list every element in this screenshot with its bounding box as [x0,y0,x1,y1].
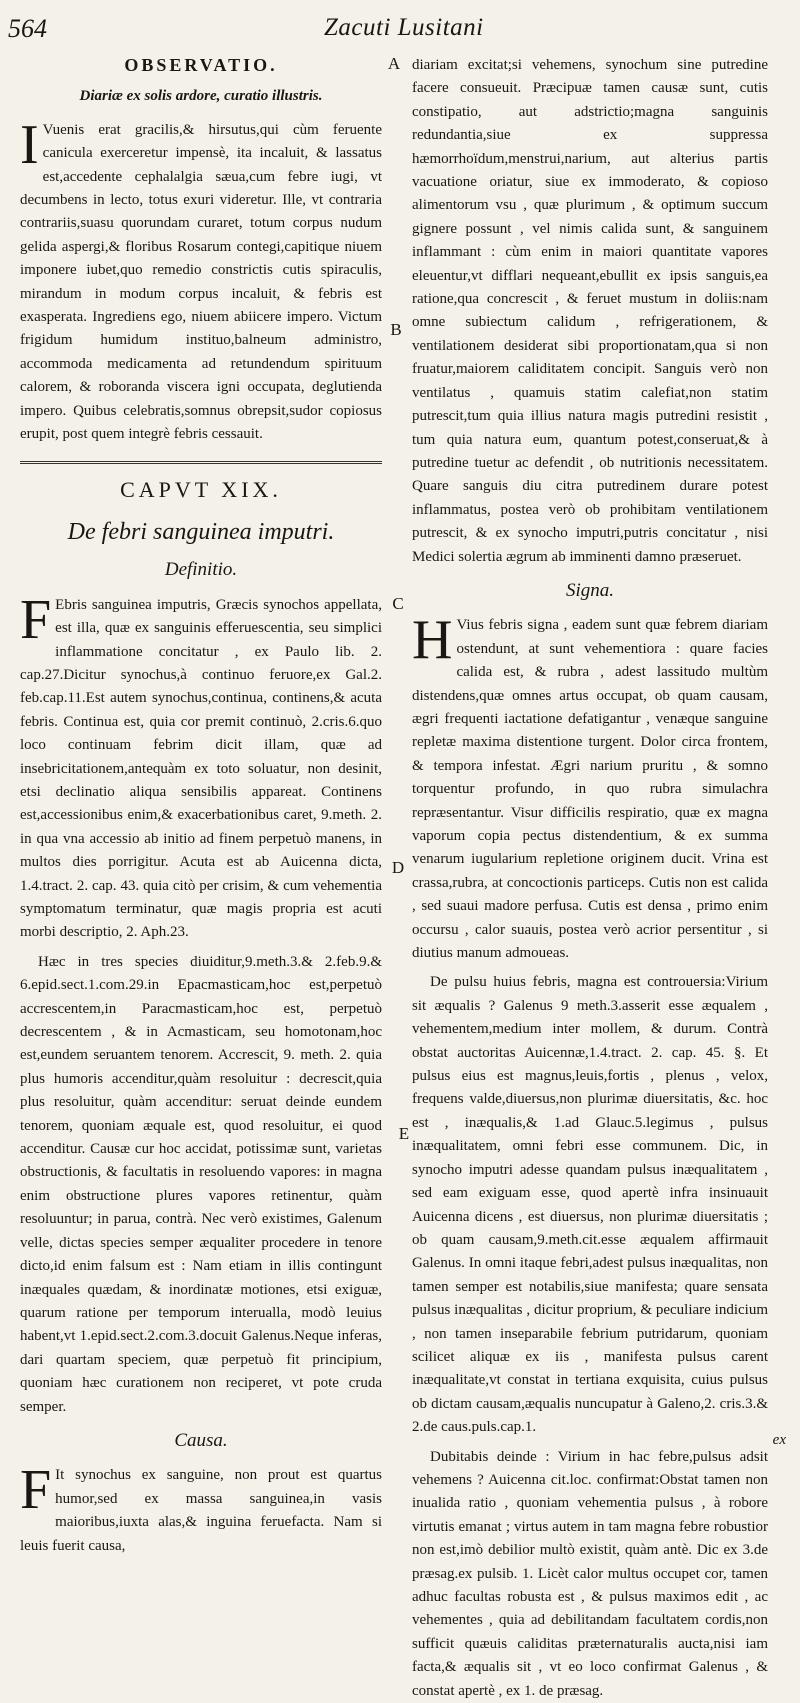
chapter-subtitle: De febri sanguinea imputri. [67,518,335,545]
catchword: ex [772,1432,786,1448]
definitio-paragraph-2: Hæc in tres species diuiditur,9.meth.3.& 2.feb.9.& 6.epid.sect.1.com.29.in Epacmasticam,hoc est,perpetuò accrescentem,in Paracmasticam,hoc est, perpetuò decrescentem , & in Acmasticam, seu homotonam,hoc est,eundem seruantem tenorem. Accrescit, 9. meth. 2. quia plus humoris accenditur,quàm resoluitur : decrescit,quia plus resoluitur, quàm accenditur: seruat deinde eundem tenorem, quoniam æquale est, quod resoluitur, ei quod accenditur. Causæ cur hoc accidat, potissimæ sunt, varietas obstructionis, & facultatis in resoluendo vapores: in magna enim obstructione plures vapores retinentur, quàm resoluuntur; in parua, contrà. Nec verò existimes, Galenum velle, dictas species semper æqualiter procedere in tenore dicto,id enim falsum est : Nam etiam in illis contingunt inæquales quædam, & inordinatæ motiones, etsi exiguæ, quarum ratione per temporum interualla, modò leuius habent,vt 1.epid.sect.2.com.3.docuit Galenus.Neque inferas, dari quartam speciem, quæ perpetuò fit principium, quoniam hæc curationem non reciperet, vt pote cruda semper. [20,953,382,1415]
observatio-text: IVuenis erat gracilis,& hirsutus,qui cùm feruente canicula exerceretur impensè, ita incaluit, & lassatus est,accedente cephalalgia sæua,cum febre iugi, vt decumbens in lecto, totus exuri videretur. Ille, vt contraria contrariis,suasu quorundam curaret, totum corpus nudum gelida aspergi,& floribus Rosarum contegi,capitique niuem imponere iubet,quo remedio constrictis cutis spiraculis, mirandum in modum corpus incaluit, & febris est exasperata. Ingrediens ego, niuem abiicere impero. Victum frigidum humidum instituo,balneum administro, accommoda medicamenta ad retundendum spirituum calorem, & roboranda viscera igni occupata, deglutienda impero. Quibus celebratis,somnus obrepsit,sudor copiosus erupit, post quem integrè febris cessauit. [20,113,382,443]
section-divider [20,461,382,464]
right-column [412,54,768,1699]
observatio-subtitle: Diariæ ex solis ardore, curatio illustris. [79,88,323,105]
left-column [20,54,382,1554]
causa-paragraph: FIt synochus ex sanguine, non prout est quartus humor,sed ex massa sanguinea,in vasis maioribus,iuxta alas,& inguina feruefacta. Nam si leuis fuerit causa, [20,1459,382,1554]
signa-heading: Signa. [565,579,615,601]
margin-letter-d: D [391,858,405,877]
observatio-title: OBSERVATIO. [124,55,278,75]
running-title: Zacuti Lusitani [324,14,484,41]
margin-letter-b: B [390,320,402,339]
signa-paragraph: HVius febris signa , eadem sunt quæ febrem diariam ostendunt, at sunt vehementiora : quare facies calida est, & rubra , adest lassitudo multùm distendens,quæ omnes artus occupat, ob quam causam, ægri frequenti iactatione defatigantur , venæque sanguine repletæ maxima distentione turgent. Dolor circa frontem, & tempora infestat. Ægri narium pruritu , & somno torquentur profundo, in quo rubra simulachra repræsentantur. Visur difficilis respiratio, quæ ex magna vaporum copia pectus distendentium, & ex summa venarum iugularium repletione originem ducit. Vrina est crassa,rubra, at concoctionis particeps. Cutis non est calida , sed suaui madore perfusa. Cutis est densa , primo enim occursu , calor suauis, postea verò acrior persentitur , si diutius manum admoueas. [412,609,768,962]
pulse-paragraph: De pulsu huius febris, magna est controuersia:Virium sit æqualis ? Galenus 9 meth.3.asserit esse æqualem , vehementem,medium inter mollem, & durum. Contrà obstat auctoritas Auicennæ,1.4.tract. 2. cap. 45. §. Et pulsus eius est magnus,leuis,fortis , plenus , velox, frequens valde,diuersus,non plurimæ diuersitatis, &c. hoc est , inæqualis,& 1.ad Glauc.5.legimus , pulsus inæqualitatem, omni febri esse communem. Dic, in synocho imputri adesse quandam pulsus inæqualitatem , sed eam exiguam esse, quod apertè infra insinuauit Auicenna dicens , est diuersus, non plurimæ diuersitatis ; ob quam causam,9.meth.cit.esse æqualem affirmauit Galenus. In omni itaque febri,adest pulsus inæqualitas, non tamen semper est notabilis,siue manifesta; quare sensata pulsus inæqualitas , dicitur proprium, & peculiare indicium , non tamen inseparabile febrium putridarum, quoniam scilicet aliquæ ex iis , manifesta pulsus carent inæqualitate,vt constat in tertiana exquisita, cuius pulsus ob dictam causam,æqualis nuncupatur à Galeno,2. cris.3.& 2.de caus.puls.cap.1. [412,974,768,1436]
definitio-heading: Definitio. [164,559,238,581]
definitio-paragraph-1: FEbris sanguinea imputris, Græcis synochos appellata, est illa, quæ ex sanguinis efferuescentia, seu simplici inflammatione concitatur , ex Paulo lib. 2. cap.27.Dicitur synochus,à continuo feruore,ex Gal.2. feb.cap.11.Est autem synochus,continua, continens,& acuta febris. Continua est, quia cor premit continuò, 2.cris.6.quo loco continuam febrim dicit illam, quæ ad insebricitationem,antequàm ex toto soluatur, non desinit, etsi declinatio aliqua sensibilis appareat. Continens est,accessionibus enim,& exacerbationibus caret, 9.meth. 2. in qua vna accessio ab initio ad finem perpetuò manens, in multos dies porrigitur. Acuta est ab Auicenna dicta, 1.4.tract. 2. cap. 43. quia citò per crisim, & cum vehementia symptomatum terminatur, quæ magis propria est acuti morbi descriptio, 2. Aph.23. [20,588,382,941]
chapter-title: CAPVT XIX. [120,476,282,502]
margin-letter-c: C [392,594,404,613]
page-number: 564 [8,14,47,43]
margin-letter-a: A [387,54,401,73]
causa-continuation: diariam excitat;si vehemens, synochum sine putredine facere consueuit. Præcipuæ tamen causæ sunt, cutis constipatio, aut adstrictio;magna sanguinis redundantia,siue ex suppressa hæmorrhoïdum,menstrui,narium, aut alterius partis vacuatione oriatur, siue ex immoderato, & copioso alimentorum vsu , quæ plurimum , & optimum succum gignere possunt , vel nimis calida sunt, & sanguinem inflammant : cùm enim in maiori quantitate vapores eleuentur,vt difflari nequeant,ebullit ex ipsis sanguis,ea ratione,qua concrescit , & feruet mustum in doliis:nam omne subiectum calidum , refrigerationem, & ventilationem desiderat sibi proportionatam,qua si non fruatur,maiorem caliditatem concipit. Sanguis verò non ventilatus , quamuis statim calefiat,non statim putrescit,tum quia illius natura magis putredini resistit , tum quia natura eum, quantum potest,conseruat,& à putredine tuetur ac defendit , ob nutritionis necessitatem. Quare sanguis diu citra putredinem durare potest inflammatus, postea verò ob prohibitam ventilationem putrescit, & ex synocho imputri,putris concitatur , nisi Medici solertia ægrum ab imminenti damno præseruet. [412,57,768,565]
running-head [8,14,770,48]
dubitabis-paragraph: Dubitabis deinde : Virium in hac febre,pulsus adsit vehemens ? Auicenna cit.loc. confirmat:Obstat tamen non inualida ratio , quoniam vehementia pulsus , à robore virtutis emanat ; virtus autem in tam magna febre robustior non est,imò debilior multò existit, quàm antè. Dic ex 3.de præsag.ex pulsib. 1. Licèt calor multus occupet cor, tamen adhuc facultas robusta est , & pulsus maximos edit , ac vehementes , quia ad debilitandam facultatem cordis,non sufficit quæuis caliditas præternaturalis aucta,nisi iam facta,& æqualis sit , vt eo loco confirmat Galenus , & constat apertè , ex 1. de præsag. [412,1448,768,1699]
causa-heading: Causa. [174,1429,228,1451]
margin-letter-e: E [398,1124,410,1143]
